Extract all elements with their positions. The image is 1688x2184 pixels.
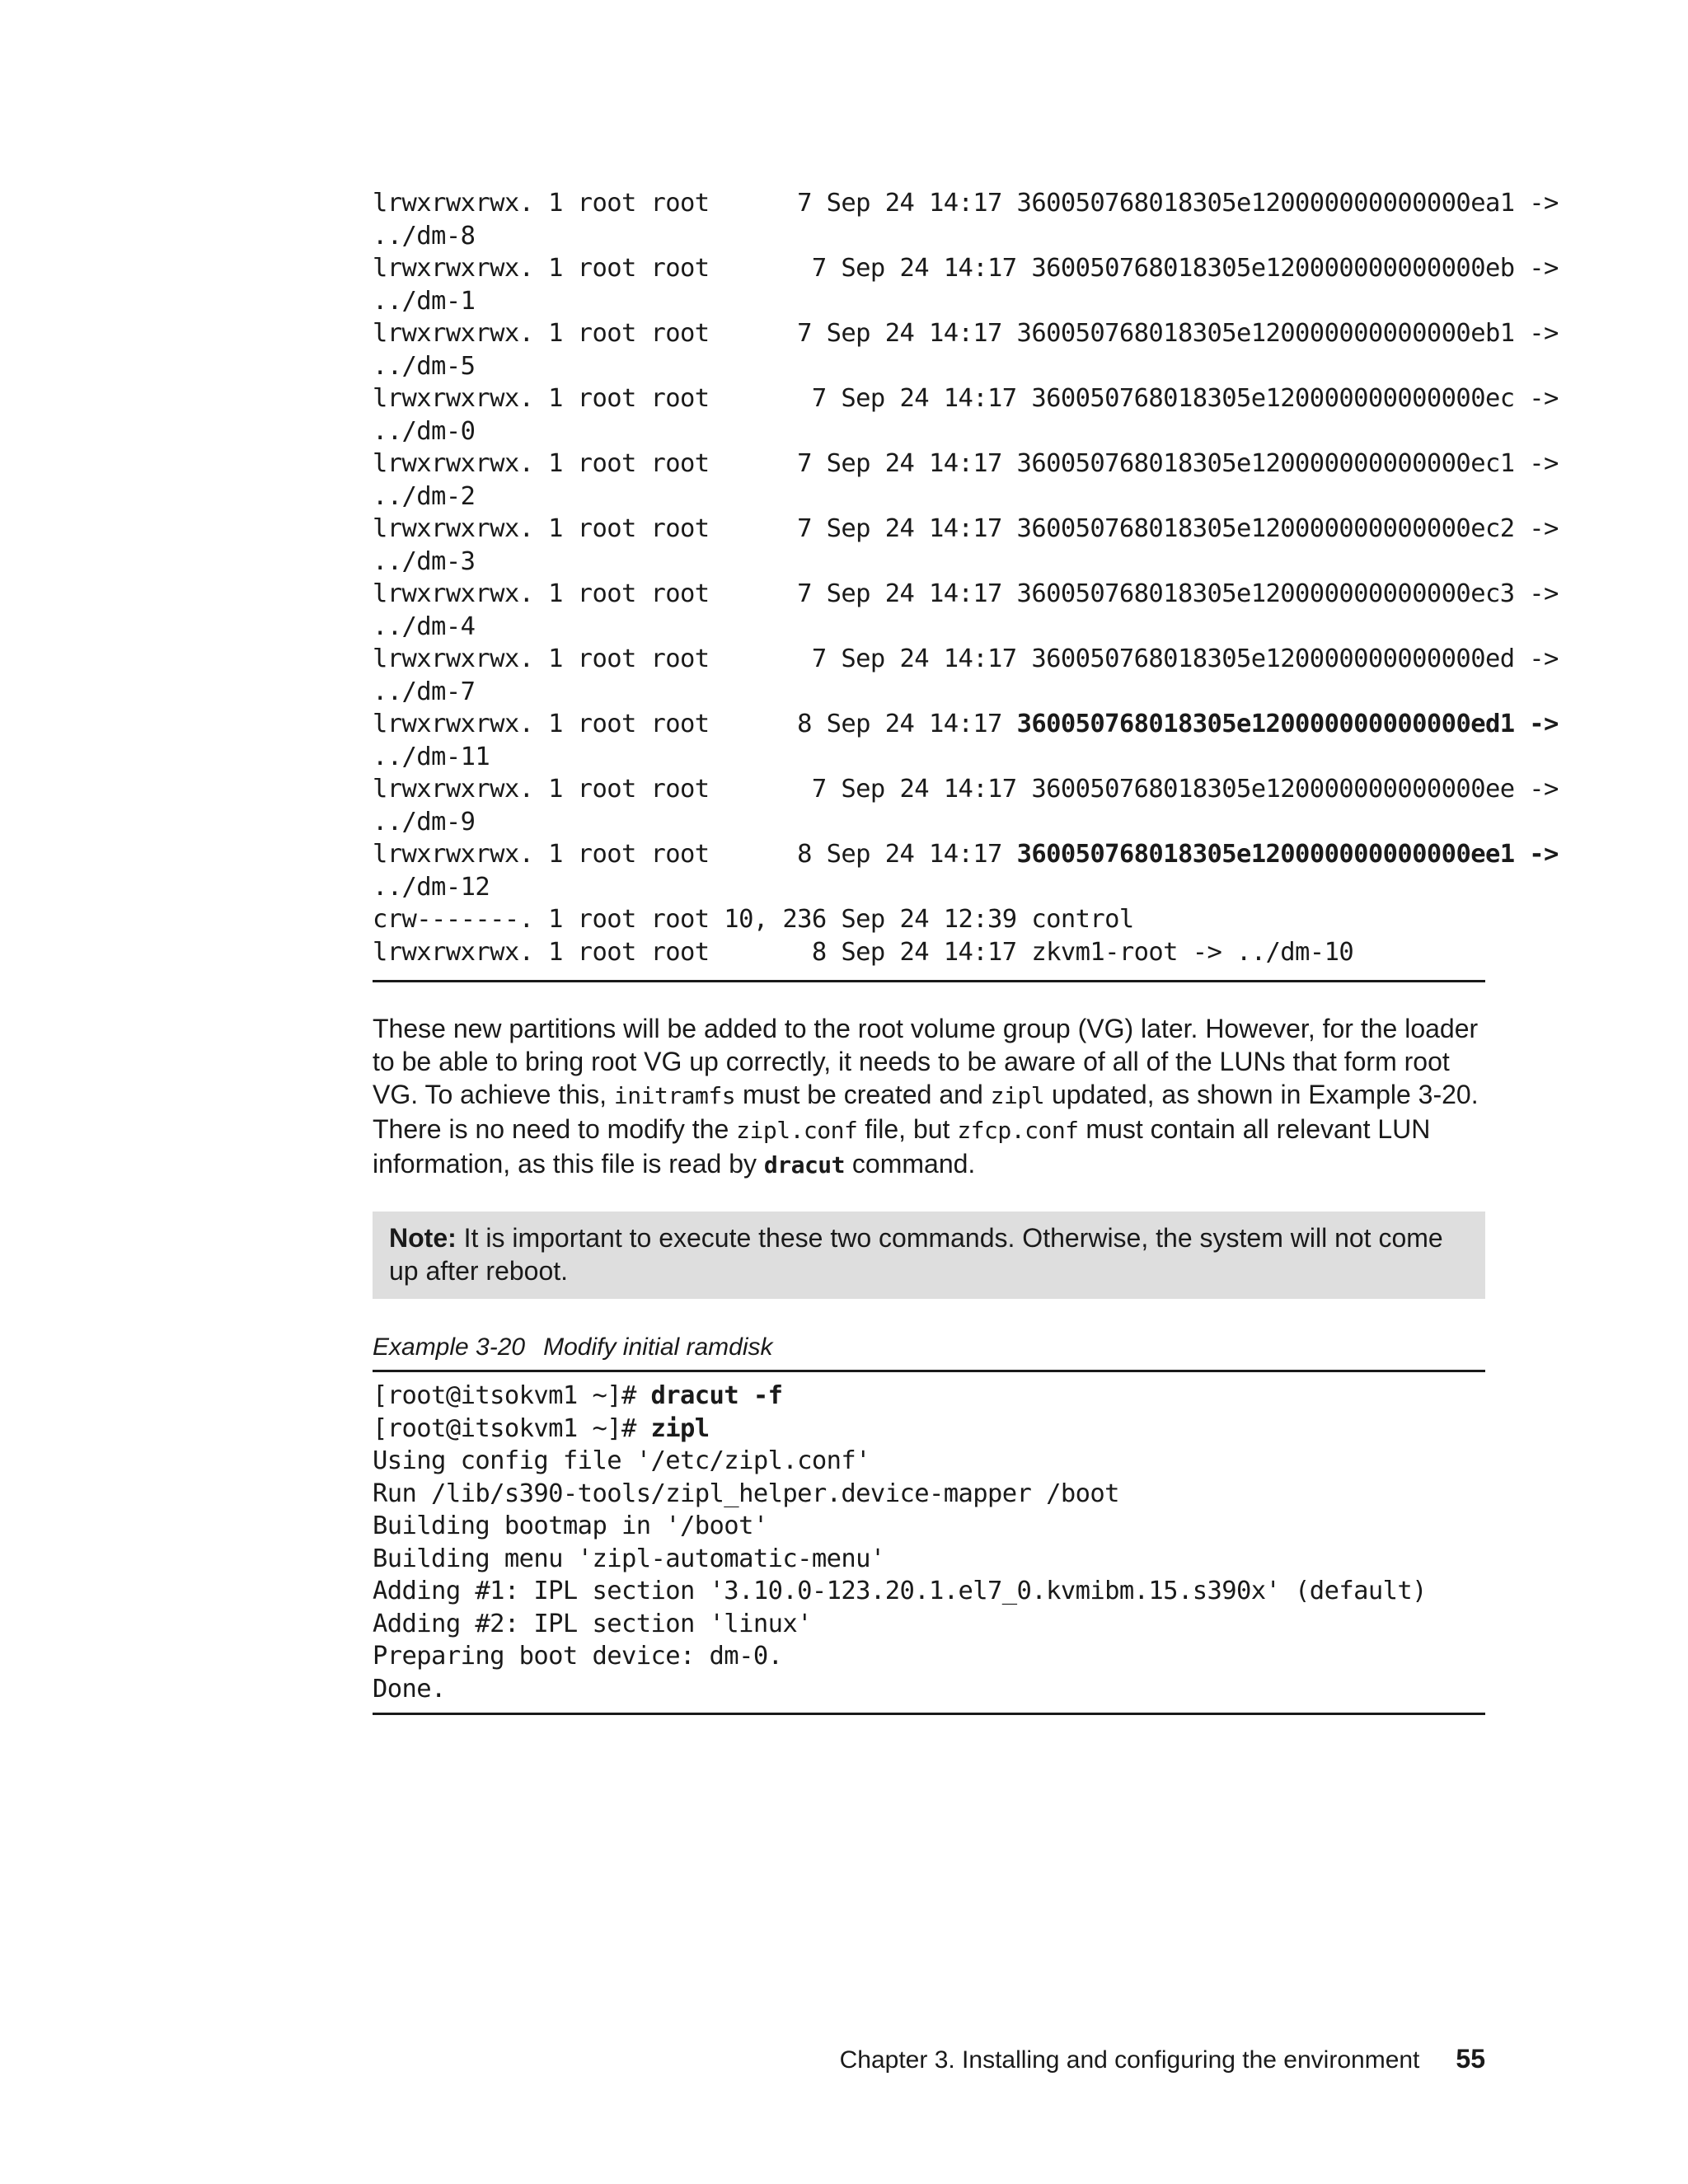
code-line: lrwxrwxrwx. 1 root root 7 Sep 24 14:17 360050768018305e120000000000000eb -> <box>373 254 1559 283</box>
code-line: lrwxrwxrwx. 1 root root 7 Sep 24 14:17 360050768018305e120000000000000ea1 -> <box>373 189 1559 218</box>
inline-code-dracut: dracut <box>763 1151 846 1179</box>
example-top-rule <box>373 1370 1485 1372</box>
code-line: ../dm-5 <box>373 351 476 381</box>
inline-code-zfcp-conf: zfcp.conf <box>957 1117 1079 1144</box>
code-line: lrwxrwxrwx. 1 root root 8 Sep 24 14:17 zkvm1-root -> ../dm-10 <box>373 937 1354 967</box>
code-line-bold: 360050768018305e120000000000000ed1 -> <box>1016 710 1559 738</box>
code-line: Using config file '/etc/zipl.conf' <box>373 1446 870 1475</box>
code-line: [root@itsokvm1 ~]# zipl <box>373 1413 710 1443</box>
code-line: Run /lib/s390-tools/zipl_helper.device-mapper /boot <box>373 1479 1119 1508</box>
code-line: ../dm-3 <box>373 546 476 576</box>
code-line: ../dm-12 <box>373 872 490 902</box>
note-text: It is important to execute these two commands. Otherwise, the system will not come up after reboot. <box>389 1223 1443 1286</box>
code-line: Preparing boot device: dm-0. <box>373 1642 783 1671</box>
code-line: ../dm-8 <box>373 221 476 251</box>
footer-chapter: Chapter 3. Installing and configuring the environment <box>839 2046 1420 2074</box>
code-line: lrwxrwxrwx. 1 root root 8 Sep 24 14:17 360050768018305e120000000000000ed1 -> <box>373 710 1559 738</box>
note-label: Note: <box>389 1223 457 1253</box>
code-line: ../dm-7 <box>373 677 476 706</box>
code-line: lrwxrwxrwx. 1 root root 8 Sep 24 14:17 360050768018305e120000000000000ee1 -> <box>373 840 1559 869</box>
code-line: lrwxrwxrwx. 1 root root 7 Sep 24 14:17 360050768018305e120000000000000eb1 -> <box>373 319 1559 348</box>
code-line: ../dm-4 <box>373 612 476 641</box>
code-line: Building menu 'zipl-automatic-menu' <box>373 1544 885 1573</box>
code-line: ../dm-11 <box>373 742 490 771</box>
code-line: ../dm-9 <box>373 807 476 837</box>
code-line-bold: 360050768018305e120000000000000ee1 -> <box>1016 840 1559 869</box>
inline-code-zipl: zipl <box>990 1082 1045 1109</box>
code-line: crw-------. 1 root root 10, 236 Sep 24 12:39 control <box>373 905 1134 934</box>
code-line-bold: dracut -f <box>650 1381 783 1410</box>
code-line: Adding #2: IPL section 'linux' <box>373 1609 812 1638</box>
device-listing <box>373 187 1559 968</box>
code-line: lrwxrwxrwx. 1 root root 7 Sep 24 14:17 360050768018305e120000000000000ec -> <box>373 384 1559 413</box>
code-line: ../dm-2 <box>373 481 476 511</box>
page-number: 55 <box>1456 2044 1485 2074</box>
example-caption <box>373 1332 773 1363</box>
inline-code-zipl-conf: zipl.conf <box>736 1117 858 1144</box>
code-line: ../dm-1 <box>373 286 476 316</box>
example-number: Example 3-20 <box>373 1333 526 1361</box>
code-line: lrwxrwxrwx. 1 root root 7 Sep 24 14:17 360050768018305e120000000000000ee -> <box>373 775 1559 804</box>
code-line: Building bootmap in '/boot' <box>373 1511 768 1540</box>
code-line: lrwxrwxrwx. 1 root root 7 Sep 24 14:17 360050768018305e120000000000000ec1 -> <box>373 449 1559 478</box>
code-line: lrwxrwxrwx. 1 root root 7 Sep 24 14:17 360050768018305e120000000000000ec2 -> <box>373 514 1559 543</box>
note-box <box>373 1212 1485 1299</box>
code-line-bold: zipl <box>650 1413 710 1443</box>
code-line: ../dm-0 <box>373 416 476 446</box>
example-bottom-rule <box>373 1713 1485 1715</box>
code-line: lrwxrwxrwx. 1 root root 7 Sep 24 14:17 360050768018305e120000000000000ed -> <box>373 644 1559 673</box>
listing-bottom-rule <box>373 980 1485 982</box>
body-paragraph: These new partitions will be added to the root volume group (VG) later. However, for the loader to be able to bring root VG up correctly, it needs to be aware of all of the LUNs that form root VG. To achieve this, initramfs must be created and zipl updated, as shown in Example 3-20. There is no need to modify the zipl.conf file, but zfcp.conf must contain all relevant LUN information, as this file is read by dracut command. <box>373 1014 1479 1179</box>
page-footer <box>840 2042 1485 2077</box>
inline-code-initramfs: initramfs <box>613 1082 736 1109</box>
code-line: lrwxrwxrwx. 1 root root 7 Sep 24 14:17 360050768018305e120000000000000ec3 -> <box>373 579 1559 608</box>
example-code <box>373 1380 1485 1705</box>
code-line: Done. <box>373 1674 446 1704</box>
example-title: Modify initial ramdisk <box>543 1333 773 1361</box>
code-line: Adding #1: IPL section '3.10.0-123.20.1.el7_0.kvmibm.15.s390x' (default) <box>373 1577 1427 1605</box>
code-line: [root@itsokvm1 ~]# dracut -f <box>373 1381 783 1410</box>
